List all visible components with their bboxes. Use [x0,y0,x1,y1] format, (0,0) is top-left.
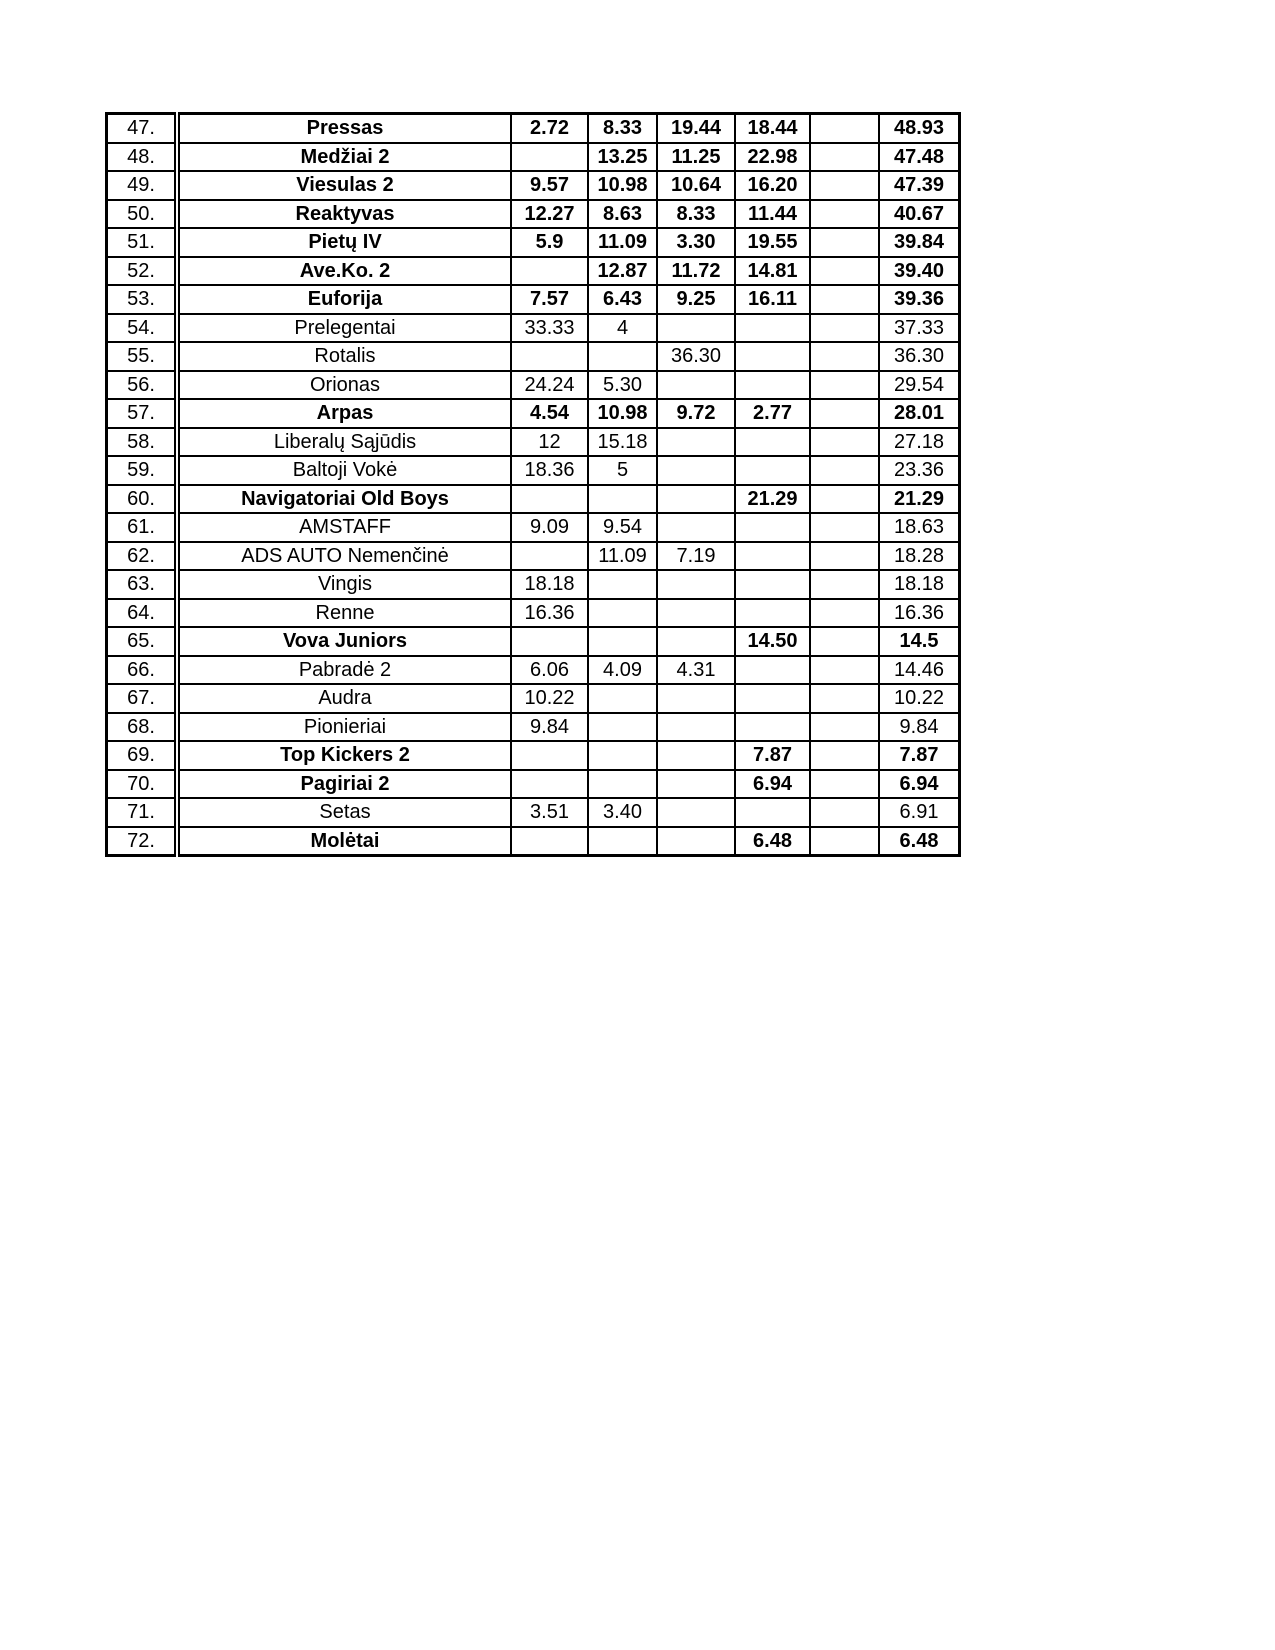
total-cell: 18.63 [879,513,960,542]
score-cell-4 [735,456,810,485]
score-cell-3 [657,627,735,656]
score-cell-3 [657,456,735,485]
score-cell-3: 10.64 [657,171,735,200]
score-cell-1: 10.22 [511,684,588,713]
score-cell-1: 3.51 [511,798,588,827]
score-cell-4 [735,513,810,542]
rank-cell: 61. [107,513,178,542]
score-cell-3 [657,599,735,628]
score-cell-1: 33.33 [511,314,588,343]
score-cell-2: 12.87 [588,257,657,286]
rank-cell: 64. [107,599,178,628]
team-name-cell: Vingis [177,570,511,599]
score-cell-2 [588,770,657,799]
score-cell-5 [810,570,879,599]
score-cell-1 [511,542,588,571]
score-cell-1 [511,770,588,799]
score-cell-4: 14.81 [735,257,810,286]
total-cell: 39.36 [879,285,960,314]
rank-cell: 71. [107,798,178,827]
score-cell-3 [657,741,735,770]
total-cell: 23.36 [879,456,960,485]
score-cell-1: 5.9 [511,228,588,257]
total-cell: 14.46 [879,656,960,685]
score-cell-4: 6.48 [735,827,810,856]
total-cell: 39.84 [879,228,960,257]
rank-cell: 49. [107,171,178,200]
rank-cell: 52. [107,257,178,286]
rank-cell: 63. [107,570,178,599]
score-cell-5 [810,342,879,371]
score-cell-3: 8.33 [657,200,735,229]
score-cell-1: 12 [511,428,588,457]
total-cell: 29.54 [879,371,960,400]
table-row [107,228,960,257]
table-row [107,371,960,400]
score-cell-2 [588,741,657,770]
table-row [107,798,960,827]
table-row [107,770,960,799]
score-cell-3 [657,798,735,827]
score-cell-2 [588,684,657,713]
score-cell-2 [588,342,657,371]
table-row [107,599,960,628]
table-row [107,200,960,229]
rank-cell: 54. [107,314,178,343]
score-cell-2: 3.40 [588,798,657,827]
score-cell-4 [735,570,810,599]
score-cell-2: 4.09 [588,656,657,685]
score-cell-5 [810,542,879,571]
team-name-cell: Top Kickers 2 [177,741,511,770]
total-cell: 28.01 [879,399,960,428]
score-cell-2: 10.98 [588,171,657,200]
rank-cell: 58. [107,428,178,457]
score-cell-1 [511,741,588,770]
score-cell-4: 16.11 [735,285,810,314]
total-cell: 9.84 [879,713,960,742]
team-name-cell: Viesulas 2 [177,171,511,200]
score-cell-1: 9.84 [511,713,588,742]
score-cell-1: 16.36 [511,599,588,628]
rank-cell: 67. [107,684,178,713]
rank-cell: 56. [107,371,178,400]
score-cell-5 [810,114,879,143]
score-cell-4: 14.50 [735,627,810,656]
score-cell-5 [810,627,879,656]
score-cell-5 [810,713,879,742]
score-cell-3: 3.30 [657,228,735,257]
score-cell-4: 18.44 [735,114,810,143]
score-cell-5 [810,228,879,257]
team-name-cell: Pionieriai [177,713,511,742]
score-cell-2: 5 [588,456,657,485]
score-cell-2 [588,827,657,856]
score-cell-2 [588,570,657,599]
table-row [107,741,960,770]
score-cell-4: 6.94 [735,770,810,799]
score-cell-5 [810,485,879,514]
score-cell-1 [511,342,588,371]
standings-table-body [107,114,960,856]
table-row [107,171,960,200]
score-cell-1: 6.06 [511,656,588,685]
team-name-cell: Rotalis [177,342,511,371]
total-cell: 10.22 [879,684,960,713]
standings-table [105,112,961,857]
total-cell: 6.94 [879,770,960,799]
rank-cell: 68. [107,713,178,742]
team-name-cell: ADS AUTO Nemenčinė [177,542,511,571]
total-cell: 40.67 [879,200,960,229]
total-cell: 36.30 [879,342,960,371]
total-cell: 18.18 [879,570,960,599]
score-cell-2: 11.09 [588,542,657,571]
team-name-cell: Medžiai 2 [177,143,511,172]
score-cell-3: 11.72 [657,257,735,286]
rank-cell: 62. [107,542,178,571]
score-cell-3 [657,827,735,856]
score-cell-3 [657,371,735,400]
score-cell-5 [810,656,879,685]
score-cell-5 [810,200,879,229]
table-row [107,114,960,143]
team-name-cell: Pagiriai 2 [177,770,511,799]
score-cell-3 [657,684,735,713]
score-cell-3 [657,513,735,542]
score-cell-5 [810,798,879,827]
rank-cell: 65. [107,627,178,656]
total-cell: 6.91 [879,798,960,827]
score-cell-3 [657,428,735,457]
table-row [107,570,960,599]
team-name-cell: Arpas [177,399,511,428]
rank-cell: 48. [107,143,178,172]
score-cell-1: 18.36 [511,456,588,485]
score-cell-2: 8.63 [588,200,657,229]
score-cell-1: 2.72 [511,114,588,143]
rank-cell: 69. [107,741,178,770]
score-cell-5 [810,171,879,200]
score-cell-4 [735,713,810,742]
team-name-cell: Molėtai [177,827,511,856]
rank-cell: 55. [107,342,178,371]
total-cell: 6.48 [879,827,960,856]
score-cell-5 [810,827,879,856]
score-cell-5 [810,599,879,628]
total-cell: 21.29 [879,485,960,514]
score-cell-3: 7.19 [657,542,735,571]
team-name-cell: Pabradė 2 [177,656,511,685]
score-cell-3: 9.72 [657,399,735,428]
score-cell-3: 11.25 [657,143,735,172]
score-cell-3: 9.25 [657,285,735,314]
score-cell-5 [810,285,879,314]
total-cell: 14.5 [879,627,960,656]
table-row [107,285,960,314]
rank-cell: 70. [107,770,178,799]
score-cell-5 [810,314,879,343]
total-cell: 48.93 [879,114,960,143]
score-cell-1 [511,827,588,856]
team-name-cell: Orionas [177,371,511,400]
score-cell-4 [735,428,810,457]
score-cell-5 [810,456,879,485]
table-row [107,456,960,485]
score-cell-5 [810,513,879,542]
score-cell-2: 5.30 [588,371,657,400]
score-cell-4 [735,798,810,827]
score-cell-4 [735,599,810,628]
score-cell-1 [511,143,588,172]
score-cell-4 [735,314,810,343]
rank-cell: 60. [107,485,178,514]
score-cell-2 [588,627,657,656]
score-cell-2: 6.43 [588,285,657,314]
score-cell-5 [810,428,879,457]
rank-cell: 66. [107,656,178,685]
score-cell-4: 7.87 [735,741,810,770]
score-cell-4: 22.98 [735,143,810,172]
score-cell-4: 11.44 [735,200,810,229]
table-row [107,428,960,457]
score-cell-2: 8.33 [588,114,657,143]
team-name-cell: Prelegentai [177,314,511,343]
team-name-cell: AMSTAFF [177,513,511,542]
score-cell-1: 12.27 [511,200,588,229]
table-row [107,542,960,571]
score-cell-4: 2.77 [735,399,810,428]
total-cell: 47.48 [879,143,960,172]
score-cell-5 [810,143,879,172]
score-cell-2: 15.18 [588,428,657,457]
score-cell-3 [657,314,735,343]
score-cell-2 [588,713,657,742]
score-cell-1: 4.54 [511,399,588,428]
team-name-cell: Ave.Ko. 2 [177,257,511,286]
team-name-cell: Setas [177,798,511,827]
table-row [107,257,960,286]
score-cell-5 [810,684,879,713]
team-name-cell: Baltoji Vokė [177,456,511,485]
rank-cell: 72. [107,827,178,856]
score-cell-3: 4.31 [657,656,735,685]
score-cell-1: 7.57 [511,285,588,314]
team-name-cell: Vova Juniors [177,627,511,656]
rank-cell: 57. [107,399,178,428]
table-row [107,656,960,685]
score-cell-4: 16.20 [735,171,810,200]
table-row [107,399,960,428]
score-cell-5 [810,741,879,770]
table-row [107,684,960,713]
score-cell-2 [588,485,657,514]
score-cell-1: 18.18 [511,570,588,599]
score-cell-3 [657,485,735,514]
total-cell: 27.18 [879,428,960,457]
total-cell: 18.28 [879,542,960,571]
score-cell-1: 24.24 [511,371,588,400]
score-cell-2 [588,599,657,628]
rank-cell: 51. [107,228,178,257]
table-row [107,143,960,172]
score-cell-1 [511,485,588,514]
rank-cell: 50. [107,200,178,229]
total-cell: 37.33 [879,314,960,343]
score-cell-1: 9.09 [511,513,588,542]
score-cell-4 [735,684,810,713]
team-name-cell: Liberalų Sąjūdis [177,428,511,457]
rank-cell: 53. [107,285,178,314]
score-cell-3: 36.30 [657,342,735,371]
table-row [107,485,960,514]
table-row [107,314,960,343]
score-cell-4 [735,542,810,571]
score-cell-2: 4 [588,314,657,343]
score-cell-4: 21.29 [735,485,810,514]
team-name-cell: Pietų IV [177,228,511,257]
score-cell-2: 9.54 [588,513,657,542]
table-row [107,627,960,656]
total-cell: 16.36 [879,599,960,628]
team-name-cell: Audra [177,684,511,713]
score-cell-3: 19.44 [657,114,735,143]
score-cell-3 [657,570,735,599]
score-cell-2: 11.09 [588,228,657,257]
total-cell: 39.40 [879,257,960,286]
table-row [107,513,960,542]
team-name-cell: Pressas [177,114,511,143]
table-row [107,713,960,742]
score-cell-1: 9.57 [511,171,588,200]
team-name-cell: Euforija [177,285,511,314]
score-cell-5 [810,399,879,428]
team-name-cell: Navigatoriai Old Boys [177,485,511,514]
score-cell-5 [810,371,879,400]
score-cell-5 [810,257,879,286]
rank-cell: 59. [107,456,178,485]
team-name-cell: Renne [177,599,511,628]
team-name-cell: Reaktyvas [177,200,511,229]
score-cell-5 [810,770,879,799]
table-row [107,827,960,856]
score-cell-3 [657,713,735,742]
score-cell-4: 19.55 [735,228,810,257]
score-cell-4 [735,342,810,371]
score-cell-3 [657,770,735,799]
total-cell: 7.87 [879,741,960,770]
total-cell: 47.39 [879,171,960,200]
score-cell-2: 13.25 [588,143,657,172]
score-cell-2: 10.98 [588,399,657,428]
rank-cell: 47. [107,114,178,143]
score-cell-4 [735,371,810,400]
table-row [107,342,960,371]
score-cell-1 [511,627,588,656]
score-cell-1 [511,257,588,286]
score-cell-4 [735,656,810,685]
